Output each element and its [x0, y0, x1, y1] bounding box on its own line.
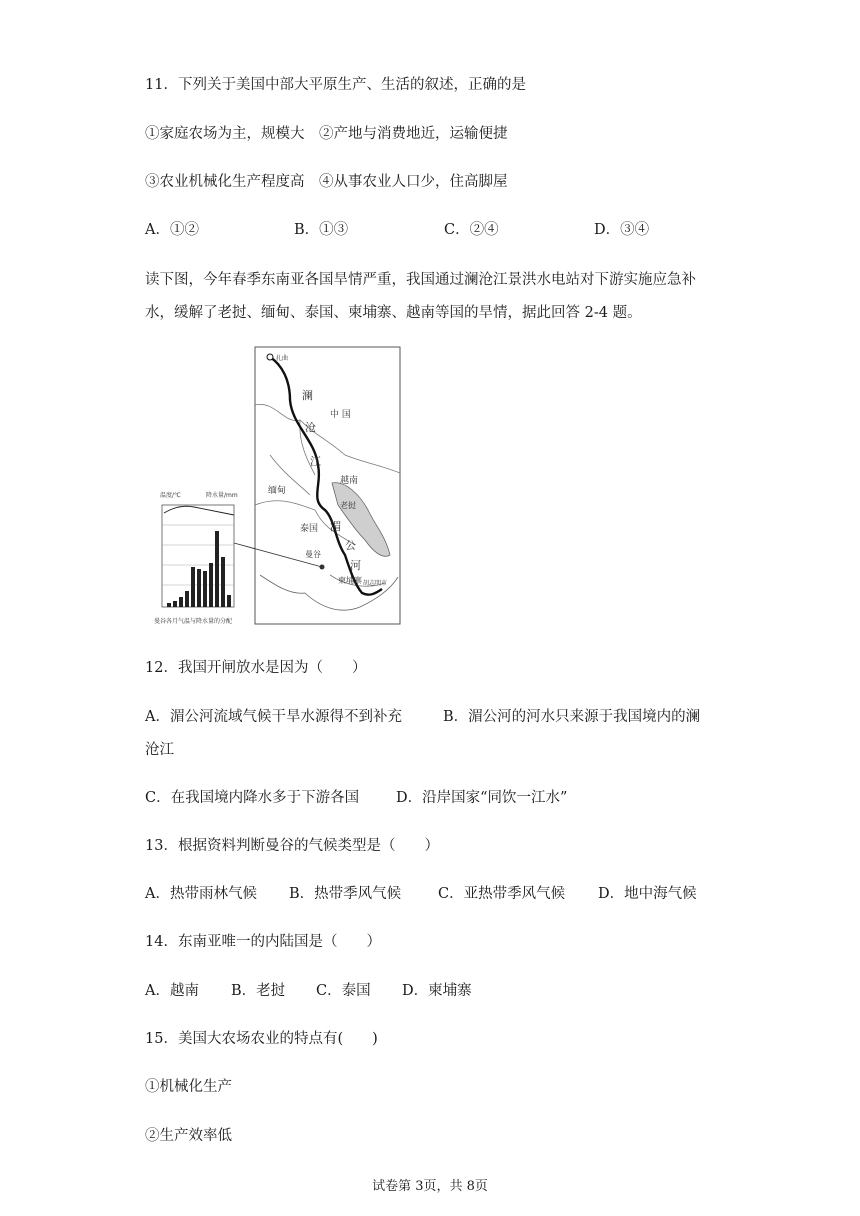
label-laos: 老挝 — [340, 501, 356, 510]
source-marker — [267, 354, 273, 360]
q14-option-d: D．柬埔寨 — [402, 983, 472, 999]
precip-bar — [197, 569, 201, 607]
precip-bar — [215, 531, 219, 607]
q14-stem: 14．东南亚唯一的内陆国是（ ） — [145, 934, 381, 950]
q12-option-d: D．沿岸国家“同饮一江水” — [396, 790, 568, 806]
chart-precip-label: 降水量/mm — [206, 492, 238, 499]
page-footer: 试卷第 3页，共 8页 — [372, 1179, 488, 1194]
label-myanmar: 缅甸 — [268, 486, 287, 496]
precip-bar — [203, 571, 207, 607]
q11-option-d: D．③④ — [594, 222, 650, 238]
precip-bar — [221, 557, 225, 607]
q13-option-a: A．热带雨林气候 — [145, 886, 257, 902]
precip-bar — [167, 603, 171, 607]
chart-temp-label: 温度/℃ — [160, 492, 181, 499]
q12-option-b: B．湄公河的河水只来源于我国境内的澜 — [443, 709, 701, 725]
label-he: 河 — [350, 559, 361, 572]
intro-line-2: 水，缓解了老挝、缅甸、泰国、柬埔寨、越南等国的旱情，据此回答 2-4 题。 — [145, 305, 642, 321]
label-thailand: 泰国 — [300, 524, 319, 534]
label-gong: 公 — [345, 539, 356, 552]
q15-item-1: ①机械化生产 — [145, 1079, 232, 1095]
label-lan: 澜 — [302, 389, 313, 402]
q14-option-b: B．老挝 — [231, 983, 286, 999]
q13-option-c: C．亚热带季风气候 — [438, 886, 566, 902]
label-cambodia: 柬埔寨 — [338, 576, 362, 585]
label-cang: 沧 — [305, 421, 316, 434]
precip-bar — [227, 595, 231, 607]
q11-option-c: C．②④ — [444, 222, 499, 238]
q11-option-b: B．①③ — [294, 222, 349, 238]
q14-option-a: A．越南 — [145, 983, 199, 999]
chart-caption: 曼谷各月气温与降水量的分配 — [154, 618, 233, 625]
q15-item-2: ②生产效率低 — [145, 1128, 232, 1144]
q12-option-c: C．在我国境内降水多于下游各国 — [145, 790, 360, 806]
q12-stem: 12．我国开闸放水是因为（ ） — [145, 660, 367, 676]
q11-option-a: A．①② — [145, 222, 199, 238]
q13-stem: 13．根据资料判断曼谷的气候类型是（ ） — [145, 838, 439, 854]
q13-option-d: D．地中海气候 — [598, 886, 697, 902]
q12-option-b-cont: 沧江 — [145, 742, 174, 758]
precip-bar — [179, 597, 183, 607]
intro-line-1: 读下图，今年春季东南亚各国旱情严重，我国通过澜沧江景洪水电站对下游实施应急补 — [145, 272, 696, 288]
q13-option-b: B．热带季风气候 — [289, 886, 402, 902]
q11-statements-1: ①家庭农场为主，规模大 ②产地与消费地近，运输便捷 — [145, 126, 508, 142]
label-source: 扎曲 — [276, 355, 289, 362]
label-jiang: 江 — [310, 455, 321, 468]
q11-stem: 11．下列关于美国中部大平原生产、生活的叙述，正确的是 — [145, 77, 526, 93]
q14-option-c: C．泰国 — [316, 983, 371, 999]
label-china: 中 国 — [330, 410, 351, 420]
precip-bar — [191, 567, 195, 607]
q15-stem: 15．美国大农场农业的特点有( ) — [145, 1031, 378, 1047]
q11-statements-2: ③农业机械化生产程度高 ④从事农业人口少，住高脚屋 — [145, 174, 508, 190]
q12-option-a: A．湄公河流域气候干旱水源得不到补充 — [145, 709, 402, 725]
precip-bar — [209, 563, 213, 607]
label-bangkok: 曼谷 — [305, 550, 321, 559]
mekong-map-figure — [150, 345, 402, 627]
label-hcmc: 胡志明市 — [363, 580, 388, 587]
precip-bar — [185, 591, 189, 607]
precip-bar — [173, 601, 177, 607]
climate-chart — [154, 491, 238, 625]
label-mei: 湄 — [330, 520, 341, 533]
label-vietnam: 越南 — [340, 476, 359, 486]
